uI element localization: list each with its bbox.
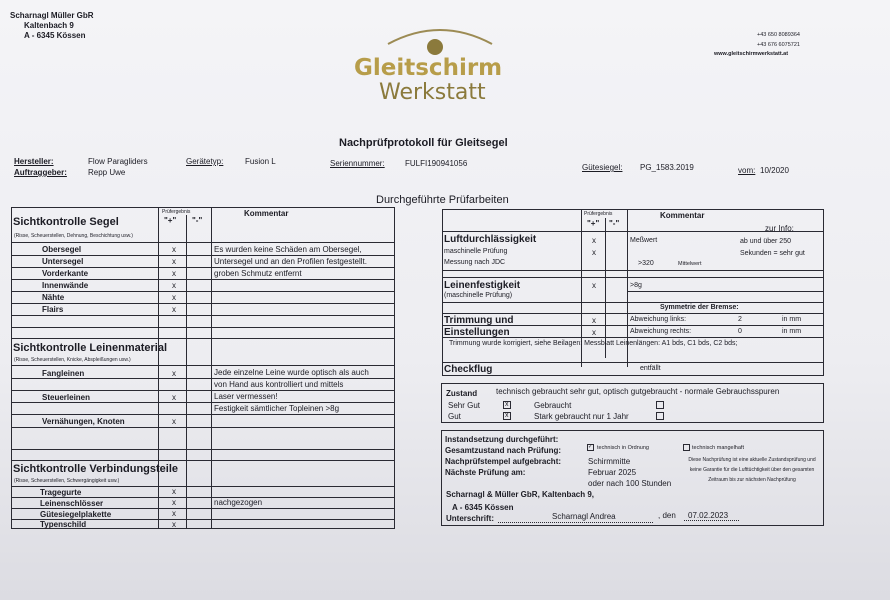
trimm-note: Trimmung wurde korrigiert, siehe Beilagen: Messblatt Leinenlängen: A1 bds, C1 bds, C2 bds; — [449, 340, 738, 347]
leinenfest-sub: (maschinelle Prüfung) — [444, 292, 513, 299]
verbindung-sub: (Risse, Scheuerstellen, Schwergängigkeit usw.) — [14, 478, 120, 484]
typenschild-label: Typenschild — [40, 520, 87, 529]
right-plus-header: "+" — [587, 219, 600, 228]
sehr-gut-checkbox[interactable]: x — [503, 401, 511, 409]
zustand-sehr-gut: Sehr Gut — [448, 401, 481, 410]
zustand-stark: Stark gebraucht nur 1 Jahr — [534, 412, 629, 421]
trimm-title-2: Einstellungen — [444, 327, 510, 338]
stempel-value: Schirmmitte — [588, 457, 631, 466]
luft-comment-2: >320 — [638, 260, 654, 267]
den-label: , den — [658, 511, 676, 520]
vernaehungen-label: Vernähungen, Knoten — [42, 417, 125, 426]
luft-l1: maschinelle Prüfung — [444, 248, 508, 255]
technisch-mangel-label: technisch mangelhaft — [692, 445, 744, 451]
signer-name: Scharnagl Andrea — [552, 512, 616, 521]
instand-note: Diese Nachprüfung ist eine aktuelle Zustandsprüfung und keine Garantie für die Lufttüchtigkeit über den gesamten Zeitraum bis zur nächsten Nachprüfung — [688, 457, 816, 483]
luft-mark-1: x — [592, 236, 596, 245]
instand-l1: Instandsetzung durchgeführt: — [445, 435, 559, 444]
right-minus-header: "-" — [609, 219, 620, 228]
instand-l4: Nächste Prüfung am: — [445, 468, 526, 477]
vorderkante-comment: groben Schmutz entfernt — [214, 269, 302, 278]
left-minus-header: "-" — [192, 216, 203, 225]
innenwaende-mark: x — [172, 281, 176, 290]
untersegel-label: Untersegel — [42, 257, 84, 266]
segel-title: Sichtkontrolle Segel — [13, 216, 119, 228]
zustand-gut: Gut — [448, 412, 461, 421]
zustand-gebraucht: Gebraucht — [534, 401, 572, 410]
logo-arc-icon — [370, 20, 510, 60]
company-street: Kaltenbach 9 — [24, 21, 74, 30]
zustand-label: Zustand — [446, 389, 478, 398]
company-name: Scharnagl Müller GbR — [10, 11, 94, 20]
innenwaende-label: Innenwände — [42, 281, 89, 290]
guetesiegel-value: PG_1583.2019 — [640, 163, 694, 172]
vom-value: 10/2020 — [760, 166, 789, 175]
gebraucht-checkbox[interactable] — [656, 401, 664, 409]
logo-text-line2: Werkstatt — [379, 80, 486, 105]
flairs-mark: x — [172, 305, 176, 314]
naehte-mark: x — [172, 293, 176, 302]
technisch-mangel-checkbox[interactable] — [683, 444, 690, 451]
instand-l3: Nachprüfstempel aufgebracht: — [445, 457, 562, 466]
section-title: Durchgeführte Prüfarbeiten — [376, 194, 509, 206]
flairs-label: Flairs — [42, 305, 64, 314]
naehte-label: Nähte — [42, 293, 65, 302]
segel-sub: (Risse, Scheuerstellen, Dehnung, Beschichtung usw.) — [14, 233, 133, 239]
luft-info-2: Sekunden = sehr gut — [740, 250, 805, 257]
left-kommentar-header: Kommentar — [244, 209, 289, 218]
leinenfest-title: Leinenfestigkeit — [444, 280, 521, 291]
fangleinen-mark: x — [172, 369, 176, 378]
logo-text-line1: Gleitschirm — [354, 55, 503, 81]
guetesiegel-label: Gütesiegel: — [582, 163, 623, 172]
technisch-ok-label: technisch in Ordnung — [597, 445, 649, 451]
trimm-rechts-label: Abweichung rechts: — [630, 328, 692, 335]
leinen-sub: (Risse, Scheuerstellen, Knicke, Abspleißungen usw.) — [14, 357, 131, 363]
steuerleinen-mark: x — [172, 393, 176, 402]
untersegel-comment: Untersegel und an den Profilen festgestellt. — [214, 257, 367, 266]
trimm-title-1: Trimmung und — [444, 315, 514, 326]
typenschild-mark: x — [172, 520, 176, 529]
hersteller-value: Flow Paragliders — [88, 157, 148, 166]
vernaehungen-mark: x — [172, 417, 176, 426]
zur-info-header: zur Info: — [765, 224, 794, 233]
instand-l2: Gesamtzustand nach Prüfung: — [445, 446, 562, 455]
luft-l2: Messung nach JDC — [444, 259, 506, 266]
geraetetyp-label: Gerätetyp: — [186, 157, 224, 166]
guetesiegelplakette-label: Gütesiegelplakette — [40, 510, 112, 519]
steuerleinen-comment: Laser vermessen! — [214, 392, 278, 401]
leinenschloesser-comment: nachgezogen — [214, 498, 263, 507]
hersteller-label: Hersteller: — [14, 157, 54, 166]
checkflug-comment: entfällt — [640, 365, 661, 372]
website: www.gleitschirmwerkstatt.at — [714, 51, 789, 57]
left-plus-header: "+" — [164, 216, 177, 225]
signature-date: 07.02.2023 — [688, 511, 729, 520]
phone-2: +43 676 6075721 — [757, 42, 800, 48]
naechste-value-2: oder nach 100 Stunden — [588, 479, 672, 488]
technisch-ok-checkbox[interactable] — [587, 444, 594, 451]
untersegel-mark: x — [172, 257, 176, 266]
tragegurte-mark: x — [172, 487, 176, 496]
naechste-value-1: Februar 2025 — [588, 468, 637, 477]
company-city: A - 6345 Kössen — [24, 31, 86, 40]
trimm-links-label: Abweichung links: — [630, 316, 687, 323]
unterschrift-label: Unterschrift: — [446, 514, 495, 523]
leinenfest-mark: x — [592, 281, 596, 290]
trimm-symmetrie: Symmetrie der Bremse: — [660, 304, 739, 311]
right-pruefergebnis-header: Prüfergebnis — [584, 211, 613, 217]
stark-checkbox[interactable] — [656, 412, 664, 420]
steuerleinen-label: Steuerleinen — [42, 393, 91, 402]
check-icon: ✓ — [588, 444, 593, 450]
trimm-links-unit: in mm — [782, 316, 802, 323]
steuerleinen-comment-2: Festigkeit sämtlicher Topleinen >8g — [214, 404, 340, 413]
obersegel-label: Obersegel — [42, 245, 82, 254]
gut-checkbox[interactable]: x — [503, 412, 511, 420]
trimm-links-value: 2 — [738, 316, 742, 323]
guetesiegelplakette-mark: x — [172, 509, 176, 518]
luft-mark-2: x — [592, 248, 596, 257]
vorderkante-mark: x — [172, 269, 176, 278]
leinenschloesser-label: Leinenschlösser — [40, 499, 104, 508]
auftraggeber-label: Auftraggeber: — [14, 168, 67, 177]
obersegel-comment: Es wurden keine Schäden am Obersegel, — [214, 245, 362, 254]
fangleinen-label: Fangleinen — [42, 369, 85, 378]
trimm-rechts-value: 0 — [738, 328, 742, 335]
zustand-desc: technisch gebraucht sehr gut, optisch gutgebraucht - normale Gebrauchsspuren — [496, 387, 780, 396]
firm-line-1: Scharnagl & Müller GbR, Kaltenbach 9, — [446, 490, 595, 499]
luft-comment-3: Mittelwert — [678, 261, 702, 267]
auftraggeber-value: Repp Uwe — [88, 168, 126, 177]
obersegel-mark: x — [172, 245, 176, 254]
firm-line-2: A - 6345 Kössen — [452, 503, 514, 512]
leinenfest-comment: >8g — [630, 282, 642, 289]
fangleinen-comment-2: von Hand aus kontrolliert und mittels — [214, 380, 344, 389]
fangleinen-comment: Jede einzelne Leine wurde optisch als auch — [214, 368, 369, 377]
verbindung-title: Sichtkontrolle Verbindungsteile — [13, 463, 179, 475]
leinenschloesser-mark: x — [172, 498, 176, 507]
trimm-rechts-unit: in mm — [782, 328, 802, 335]
luft-comment-1: Meßwert — [630, 237, 658, 244]
seriennummer-label: Seriennummer: — [330, 159, 385, 168]
right-kommentar-header: Kommentar — [660, 211, 705, 220]
geraetetyp-value: Fusion L — [245, 157, 276, 166]
phone-1: +43 650 8089364 — [757, 32, 800, 38]
seriennummer-value: FULFI190941056 — [405, 159, 468, 168]
luft-info-1: ab und über 250 — [740, 238, 791, 245]
trimm-mark-1: x — [592, 316, 596, 325]
vorderkante-label: Vorderkante — [42, 269, 89, 278]
vom-label: vom: — [738, 166, 756, 175]
luft-title: Luftdurchlässigkeit — [444, 234, 537, 245]
leinen-title: Sichtkontrolle Leinenmaterial — [13, 342, 168, 354]
checkflug-title: Checkflug — [444, 364, 493, 375]
tragegurte-label: Tragegurte — [40, 488, 82, 497]
page-title: Nachprüfprotokoll für Gleitsegel — [339, 137, 508, 149]
trimm-mark-2: x — [592, 328, 596, 337]
left-pruefergebnis-header: Prüfergebnis — [162, 209, 191, 215]
